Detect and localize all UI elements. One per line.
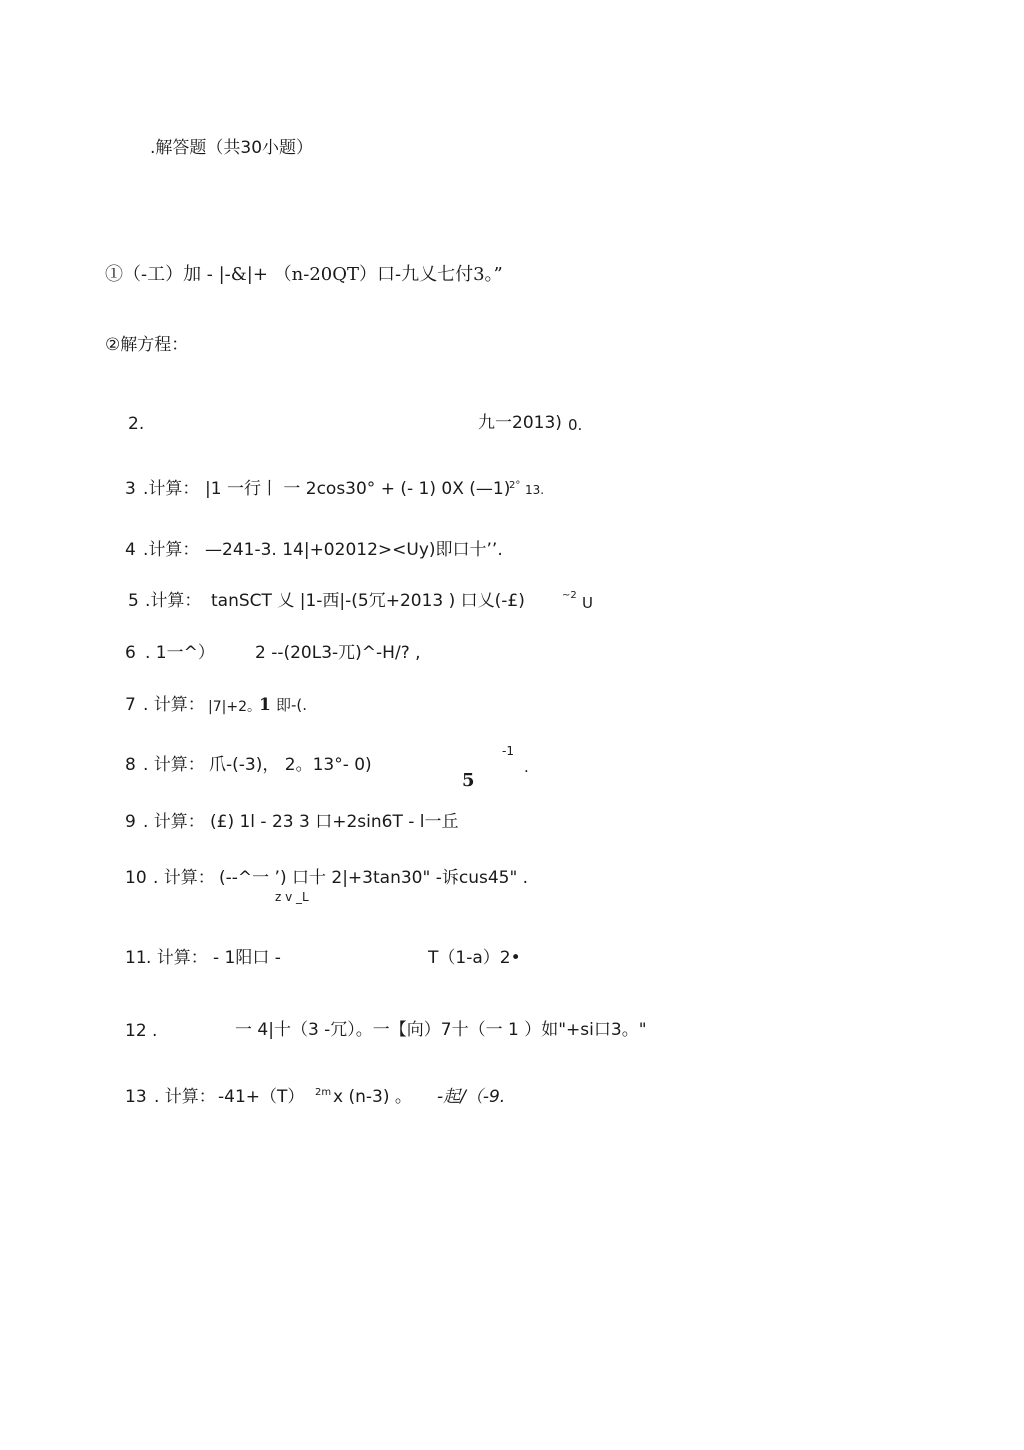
question-3-text: |1 一行丨 一 2cos30° + (- 1) 0X (—1) [205, 479, 511, 499]
question-5-superscript: ~2 [562, 590, 577, 601]
question-13-label: . 计算： [154, 1087, 216, 1107]
question-3-superscript: 2° [509, 480, 521, 491]
question-11-tail: T（1-a）2• [428, 948, 521, 968]
question-13-number: 13 [125, 1087, 147, 1107]
question-3-number: 3 [125, 479, 136, 499]
question-7-bold: 1 [259, 695, 271, 715]
question-8-big: 5 [462, 770, 475, 791]
question-1-text: ①（-工）加 - |-&|+ （n-20QT）口-九乂七付3。” [105, 264, 503, 285]
question-10-label: . 计算： [153, 868, 215, 888]
question-12-text: 一 4|十（3 -冗）。一【向）7十（一 1 ）如"+si口3。" [235, 1020, 647, 1040]
question-5-label: .计算： [145, 591, 202, 611]
question-10-text: (--^一 ’) 口十 2|+3tan30" -诉cus45" . [219, 868, 529, 888]
question-8-superscript: -1 [502, 744, 514, 758]
question-3-tail: 13. [525, 483, 545, 497]
question-11-number: 11 [125, 948, 147, 968]
question-10-subscript: z v _L [275, 890, 309, 904]
section-title: .解答题（共30小题） [150, 138, 314, 158]
question-2-tail: 0. [568, 416, 583, 434]
question-8-number: 8 [125, 755, 136, 775]
question-11-label: . 计算： [146, 948, 208, 968]
question-13-text: -41+（T） [218, 1087, 305, 1107]
question-7-tail: 即-(. [276, 696, 308, 714]
question-5-text: tanSCT 乂 |1-西|-(5冗+2013 ) 口乂(-£) [211, 591, 525, 611]
question-9-number: 9 [125, 812, 136, 832]
question-3-label: .计算： [143, 479, 200, 499]
question-4-text: —241-3. 14|+02012><Uy)即口十’’. [205, 540, 503, 560]
question-5-number: 5 [128, 591, 139, 611]
question-13-text2: x (n-3) 。 [333, 1087, 412, 1107]
question-4-number: 4 [125, 540, 136, 560]
question-8-text: 爪-(-3)， 2。13°- 0) [209, 755, 372, 775]
question-7-text: |7|+2。 [208, 699, 261, 715]
question-2-number: 2. [128, 414, 145, 434]
question-2-text: 九一2013) [478, 413, 562, 433]
question-13-superscript: 2m [315, 1087, 332, 1098]
question-7-number: 7 [125, 695, 136, 715]
question-1-sub2: ②解方程： [105, 335, 189, 355]
question-6-text2: 2 --(20L3-兀)^-H/? , [255, 643, 421, 663]
question-12-number: 12 . [125, 1021, 158, 1041]
question-6-text: . 1一^） [145, 643, 215, 663]
question-9-label: . 计算： [143, 812, 205, 832]
question-6-number: 6 [125, 643, 136, 663]
question-5-tail: U [582, 594, 593, 612]
question-10-number: 10 [125, 868, 147, 888]
question-8-tail: . [524, 758, 529, 776]
question-11-text: - 1阳口 - [213, 948, 281, 968]
question-8-label: . 计算： [143, 755, 205, 775]
question-7-label: . 计算： [143, 695, 205, 715]
question-9-text: (£) 1l - 23 3 口+2sin6T - l一丘 [210, 812, 459, 832]
question-4-label: .计算： [143, 540, 200, 560]
question-13-italic: -起/（-9. [437, 1087, 506, 1107]
